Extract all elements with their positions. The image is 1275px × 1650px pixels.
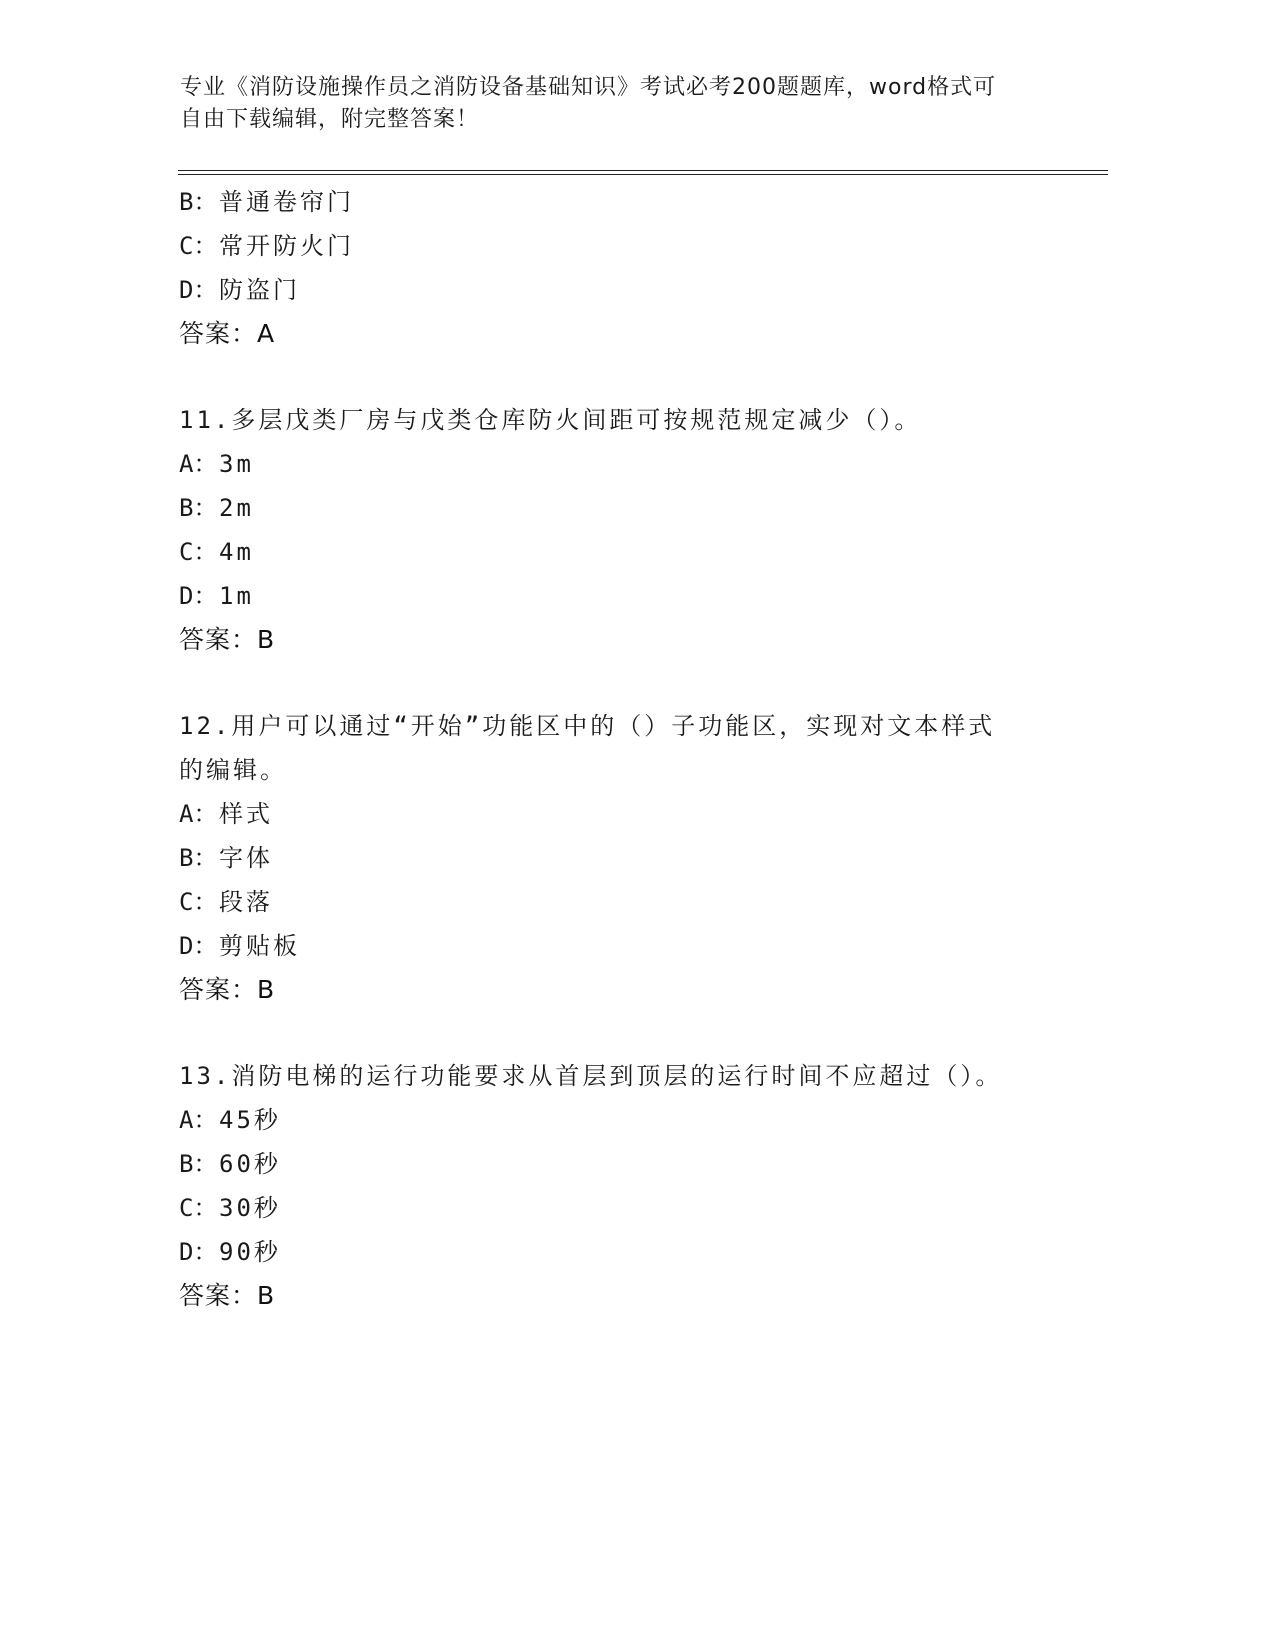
option-text: 30秒: [219, 1194, 281, 1222]
option-text: 段落: [219, 888, 273, 916]
option-letter: B：: [179, 1150, 218, 1178]
answer: 答案：B: [179, 625, 276, 654]
question-text: 11.多层戊类厂房与戊类仓库防火间距可按规范规定减少（）。: [179, 406, 922, 434]
question-list: [179, 180, 1079, 1318]
header-divider: [178, 170, 1108, 175]
spacer: [179, 1012, 1079, 1054]
option-c: [179, 224, 1079, 268]
question-11: [179, 398, 1079, 662]
spacer: [179, 662, 1079, 704]
option-letter: C：: [179, 232, 218, 260]
question-text-continued: 的编辑。: [179, 756, 287, 784]
option-d: [179, 574, 1079, 618]
option-text: 45秒: [219, 1106, 281, 1134]
option-text: 防盗门: [219, 276, 300, 304]
option-c: [179, 530, 1079, 574]
answer: 答案：B: [179, 1281, 276, 1310]
option-letter: D：: [179, 276, 218, 304]
option-a: [179, 792, 1079, 836]
option-letter: A：: [179, 1106, 218, 1134]
option-d: [179, 924, 1079, 968]
option-c: [179, 880, 1079, 924]
option-text: 普通卷帘门: [219, 188, 354, 216]
question-13: [179, 1054, 1079, 1318]
option-letter: B：: [179, 494, 218, 522]
question-text: 13.消防电梯的运行功能要求从首层到顶层的运行时间不应超过（）。: [179, 1062, 1003, 1090]
option-letter: D：: [179, 932, 218, 960]
option-text: 常开防火门: [219, 232, 354, 260]
option-c: [179, 1186, 1079, 1230]
page-header: [180, 72, 1030, 136]
option-a: [179, 1098, 1079, 1142]
option-b: [179, 836, 1079, 880]
option-a: [179, 442, 1079, 486]
option-letter: A：: [179, 450, 218, 478]
option-text: 1m: [219, 582, 254, 610]
option-text: 4m: [219, 538, 254, 566]
header-title-line-1: 专业《消防设施操作员之消防设备基础知识》考试必考200题题库，word格式可: [180, 75, 997, 100]
header-title-line-2: 自由下载编辑，附完整答案！: [180, 107, 480, 132]
option-letter: B：: [179, 188, 218, 216]
option-letter: B：: [179, 844, 218, 872]
option-text: 剪贴板: [219, 932, 300, 960]
option-b: [179, 486, 1079, 530]
answer: 答案：A: [179, 319, 276, 348]
option-text: 字体: [219, 844, 273, 872]
question-fragment: [179, 180, 1079, 356]
option-text: 样式: [219, 800, 273, 828]
option-d: [179, 1230, 1079, 1274]
option-b: [179, 1142, 1079, 1186]
option-letter: D：: [179, 1238, 218, 1266]
question-12: [179, 704, 1079, 1012]
option-text: 90秒: [219, 1238, 281, 1266]
option-letter: C：: [179, 1194, 218, 1222]
option-letter: A：: [179, 800, 218, 828]
question-text: 12.用户可以通过“开始”功能区中的（）子功能区，实现对文本样式: [179, 712, 996, 740]
option-b: [179, 180, 1079, 224]
option-text: 60秒: [219, 1150, 281, 1178]
option-letter: D：: [179, 582, 218, 610]
option-text: 2m: [219, 494, 254, 522]
spacer: [179, 356, 1079, 398]
option-d: [179, 268, 1079, 312]
answer: 答案：B: [179, 975, 276, 1004]
option-letter: C：: [179, 888, 218, 916]
option-text: 3m: [219, 450, 254, 478]
option-letter: C：: [179, 538, 218, 566]
